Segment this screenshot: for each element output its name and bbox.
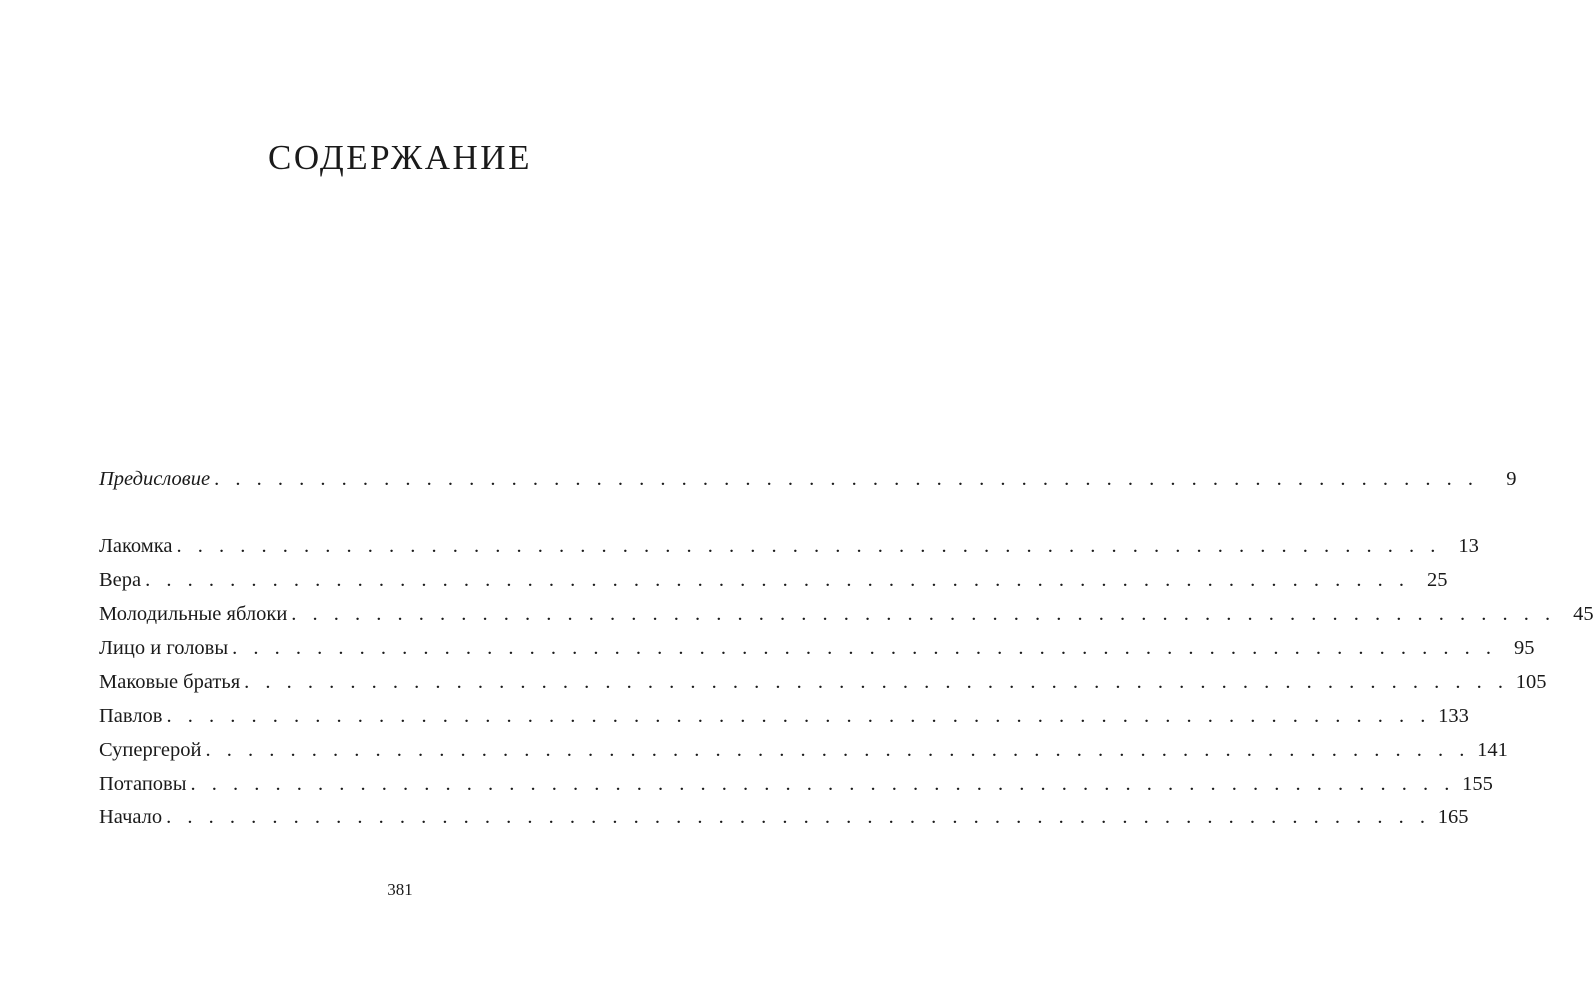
dot-leader: . . . . . . . . . . . . . . . . . . . . . . . . . . . . . . . . . . . . . . . . . . . . . . . . . . . . . . . . . . . . (190, 773, 1455, 795)
toc-title: Павлов (99, 705, 163, 727)
dot-leader: . . . . . . . . . . . . . . . . . . . . . . . . . . . . . . . . . . . . . . . . . . . . . . . . . . . . . . . . . . . . (232, 637, 1497, 659)
toc-title: Лицо и головы (99, 637, 229, 659)
toc-page-number: 141 (1477, 739, 1508, 761)
toc-page-number: 133 (1438, 705, 1469, 727)
toc-row (99, 806, 1469, 836)
toc-page-number: 95 (1514, 637, 1535, 659)
dot-leader: . . . . . . . . . . . . . . . . . . . . . . . . . . . . . . . . . . . . . . . . . . . . . . . . . . . . . . . . . . . . (291, 603, 1556, 625)
toc-page-number: 13 (1458, 535, 1479, 557)
dot-leader: . . . . . . . . . . . . . . . . . . . . . . . . . . . . . . . . . . . . . . . . . . . . . . . . . . . . . . . . . . . . (176, 535, 1441, 557)
toc-title: Супергерой (99, 739, 202, 761)
dot-leader: . . . . . . . . . . . . . . . . . . . . . . . . . . . . . . . . . . . . . . . . . . . . . . . . . . . . . . . . . . . . (205, 739, 1470, 761)
toc-page-number: 165 (1437, 806, 1469, 828)
page-number: 381 (387, 880, 413, 899)
toc-row (99, 739, 1508, 769)
dot-leader: . . . . . . . . . . . . . . . . . . . . . . . . . . . . . . . . . . . . . . . . . . . . . . . . . . . . . . . . . . . . (166, 705, 1431, 727)
toc-title: Маковые братья (99, 671, 241, 693)
toc-title: Потаповы (99, 773, 187, 795)
toc-page-number: 25 (1427, 569, 1448, 591)
toc-row (99, 603, 1594, 633)
toc-row (99, 671, 1547, 701)
toc-row (99, 705, 1469, 735)
toc-title: Лакомка (99, 535, 173, 557)
toc-row (99, 773, 1493, 803)
toc-title: Молодильные яблоки (99, 603, 288, 625)
dot-leader: . . . . . . . . . . . . . . . . . . . . . . . . . . . . . . . . . . . . . . . . . . . . . . . . . . . . . . . . . . . . (145, 569, 1410, 591)
page-title: СОДЕРЖАНИЕ (268, 138, 532, 177)
toc-row (99, 569, 1448, 599)
toc-row-preface (99, 468, 1517, 498)
toc-title: Предисловие (99, 468, 211, 490)
toc-page-number: 45 (1573, 603, 1594, 625)
toc-title: Начало (99, 806, 163, 828)
dot-leader: . . . . . . . . . . . . . . . . . . . . . . . . . . . . . . . . . . . . . . . . . . . . . . . . . . . . . . . . . . . . (214, 468, 1479, 490)
toc-page-number: 105 (1515, 671, 1547, 693)
dot-leader: . . . . . . . . . . . . . . . . . . . . . . . . . . . . . . . . . . . . . . . . . . . . . . . . . . . . . . . . . . . . (166, 806, 1431, 828)
toc-row (99, 535, 1479, 565)
toc-page-number: 155 (1462, 773, 1493, 795)
dot-leader: . . . . . . . . . . . . . . . . . . . . . . . . . . . . . . . . . . . . . . . . . . . . . . . . . . . . . . . . . . . . (244, 671, 1509, 693)
toc-row (99, 637, 1535, 667)
toc-title: Вера (99, 569, 142, 591)
toc-page-number: 9 (1506, 468, 1517, 490)
